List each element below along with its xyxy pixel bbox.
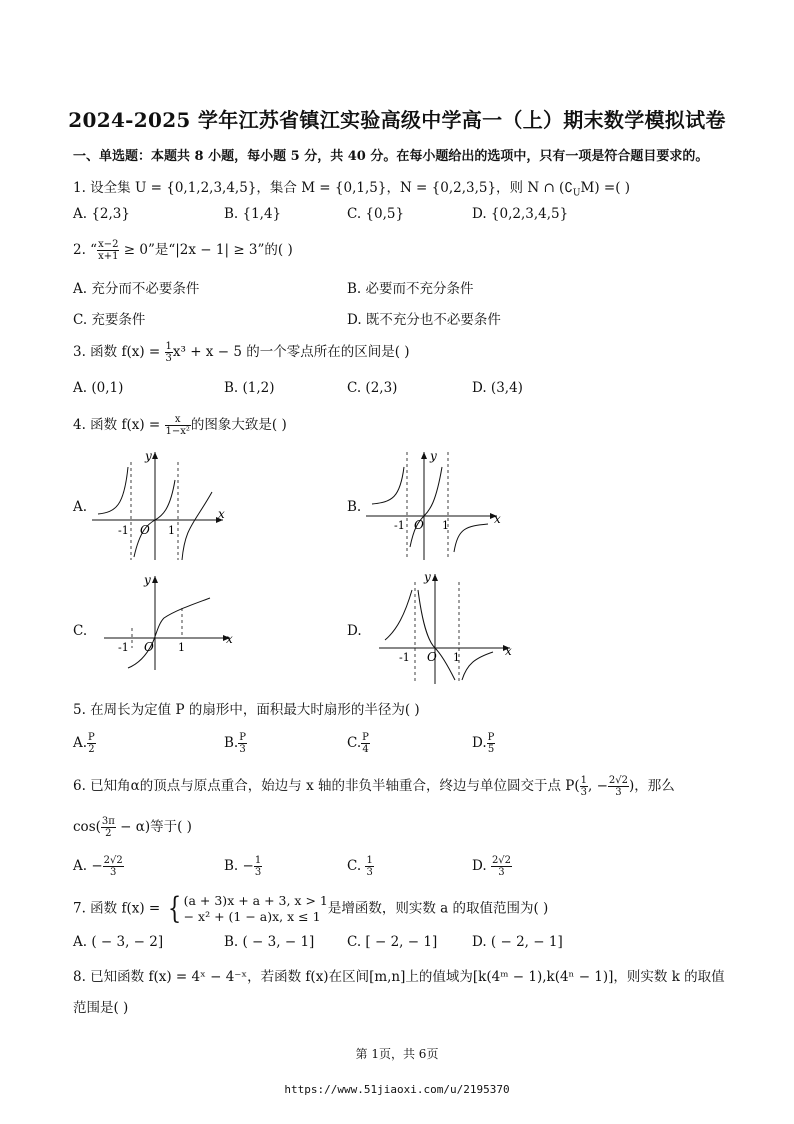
frac-num: P [487,732,495,743]
question-2 [73,238,293,262]
tick-neg: -1 [394,519,405,532]
question-1 [73,176,630,199]
frac-den: 3 [254,867,262,878]
frac-den: 5 [487,744,495,755]
q6-option-c [347,855,374,878]
y-label: y [144,573,151,587]
q7-option-b: B. ( − 3, − 1] [224,934,315,950]
q4-graph-b [362,442,512,567]
frac-den: 3 [239,744,246,755]
q4-option-a-label: A. [73,499,88,515]
frac-den: 3 [615,787,622,798]
q6-option-b-label: B. − [224,858,254,874]
y-axis-arrow [432,574,438,581]
section-header: 一、单选题：本题共 8 小题，每小题 5 分，共 40 分。在每小题给出的选项中，只有一项是符合题目要求的。 [73,149,709,164]
q4-fraction [165,414,191,437]
q4-graph-c [100,568,240,673]
q2-option-b: B. 必要而不充分条件 [347,281,474,297]
question-8-line-2: 范围是( ) [73,1000,129,1016]
q5-option-b [224,732,247,755]
tick-pos: 1 [453,651,460,664]
q4-option-c-label: C. [73,623,88,639]
q6-option-a [73,855,124,878]
q4-option-b-label: B. [347,499,362,515]
frac-num: P [362,732,369,743]
q6-option-a-frac [103,855,124,878]
y-axis-arrow [152,452,158,459]
q6-angle-frac [101,816,116,839]
x-label: x [226,632,233,646]
curve-right [182,492,212,560]
curve-right [462,652,493,680]
q6-option-c-label: C. [347,858,366,874]
watermark-url[interactable]: https://www.51jiaoxi.com/u/2195370 [284,1083,510,1096]
origin-label: O [140,523,150,537]
question-5: 5. 在周长为定值 P 的扇形中，面积最大时扇形的半径为( ) [73,702,420,718]
question-8-line-1: 8. 已知函数 f(x) = 4ˣ − 4⁻ˣ，若函数 f(x)在区间[m,n]上的值域为[k(4ᵐ − 1),k(4ⁿ − 1)]，则实数 k 的取值 [73,969,725,985]
frac-den: 3 [580,787,587,798]
q5-option-c-label: C. [347,735,362,751]
x-label: x [218,507,225,521]
q5-option-a-label: A. [73,735,88,751]
q3-option-a: A. (0,1) [73,380,124,396]
frac-den: 3 [366,867,373,878]
page-title: 2024-2025 学年江苏省镇江实验高级中学高一（上）期末数学模拟试卷 [68,108,726,132]
frac-den: 3 [110,867,117,878]
q4-graph-d [375,568,520,688]
q6-line2-prefix: cos( [73,819,101,835]
frac-num: 2√2 [103,855,123,866]
q2-option-d: D. 既不充分也不必要条件 [347,312,501,328]
q4-option-d-label: D. [347,623,362,639]
q3-suffix: x³ + x − 5 的一个零点所在的区间是( ) [172,344,410,360]
q2-fraction [97,239,119,262]
x-label: x [494,512,501,526]
question-4 [73,413,287,437]
q1-stem-end: M) =( ) [580,180,631,196]
tick-neg: -1 [399,651,410,664]
q2-frac-den: x+1 [98,251,119,262]
q7-cases [184,893,328,925]
q6-option-d-label: D. [472,858,491,874]
q1-sub: U [572,188,581,199]
q4-prefix: 4. 函数 f(x) = [73,417,165,433]
q7-option-a: A. ( − 3, − 2] [73,934,164,950]
q5-option-c [347,732,370,755]
q6-line1-suffix: )，那么 [629,778,675,794]
question-6-line-1 [73,774,675,798]
q4-suffix: 的图象大致是( ) [190,417,287,433]
frac-den: 3 [498,867,505,878]
q6-option-d-frac [491,855,512,878]
q6-option-c-frac [365,855,373,878]
q6-line1-prefix: 6. 已知角α的顶点与原点重合，始边与 x 轴的非负半轴重合，终边与单位圆交于点 P( [73,778,580,794]
origin-label: O [144,640,154,654]
q1-option-a: A. {2,3} [73,206,130,222]
tick-neg: -1 [118,524,129,537]
tick-pos: 1 [178,641,185,654]
q3-option-b: B. (1,2) [224,380,275,396]
origin-label: O [414,518,424,532]
frac-den: 2 [105,828,112,839]
curve-left [98,467,128,514]
q5-option-b-frac [238,732,247,755]
frac-num: 1 [366,855,373,866]
q7-prefix: 7. 函数 f(x) = [73,900,165,917]
frac-num: P [239,732,246,743]
x-label: x [505,644,512,658]
q6-option-b [224,855,262,878]
q2-option-a: A. 充分而不必要条件 [73,281,200,297]
q5-option-d [472,732,495,755]
q7-option-c: C. [ − 2, − 1] [347,934,438,950]
q7-suffix: 是增函数，则实数 a 的取值范围为( ) [327,900,549,917]
tick-pos: 1 [168,524,175,537]
q6-option-b-frac [254,855,262,878]
y-axis-arrow [152,576,158,583]
q6-option-d [472,855,512,878]
y-label: y [430,449,437,463]
q7-brace: { [167,891,181,926]
q5-option-a-frac [87,732,96,755]
tick-neg: -1 [118,641,129,654]
q6-option-a-label: A. − [73,858,103,874]
q3-prefix: 3. 函数 f(x) = [73,344,165,360]
page-footer: 第 1页，共 6页 [355,1047,439,1061]
q6-py-frac [608,775,629,798]
q2-prefix: 2. “ [73,242,98,258]
q3-fraction [165,341,173,364]
curve-left [372,467,404,504]
q2-frac-num: x−2 [98,239,119,250]
frac-num: P [88,732,95,743]
q7-option-d: D. ( − 2, − 1] [472,934,563,950]
q3-frac-den: 3 [165,353,172,364]
q3-option-c: C. (2,3) [347,380,398,396]
q7-case-2: − x² + (1 − a)x, x ≤ 1 [183,909,321,924]
q5-option-a [73,732,96,755]
frac-num: 2√2 [491,855,512,866]
q4-graph-a [88,442,238,567]
q3-frac-num: 1 [165,341,172,352]
q6-line2-suffix: − α)等于( ) [115,819,192,835]
q1-option-b: B. {1,4} [224,206,282,222]
frac-num: 1 [254,855,262,866]
curve-left [385,590,412,640]
q5-option-d-label: D. [472,735,487,751]
frac-den: 2 [88,744,95,755]
q3-option-d: D. (3,4) [472,380,523,396]
q2-option-c: C. 充要条件 [73,312,146,328]
curve-right [454,524,488,552]
q6-px-frac [580,775,588,798]
tick-pos: 1 [442,519,449,532]
question-3 [73,340,410,364]
q1-option-d: D. {0,2,3,4,5} [472,206,569,222]
q1-stem: 1. 设全集 U = {0,1,2,3,4,5}，集合 M = {0,1,5}，N = {0,2,3,5}，则 N ∩ (∁ [73,180,573,196]
q2-suffix: ≥ 0”是“|2x − 1| ≥ 3”的( ) [119,242,293,258]
curve-middle [410,467,442,547]
frac-num: 2√2 [608,775,629,786]
q6-p-sep: , − [588,778,608,794]
question-6-line-2 [73,815,192,839]
q7-case-1: (a + 3)x + a + 3, x > 1 [183,893,328,908]
q1-option-c: C. {0,5} [347,206,405,222]
q5-option-c-frac [361,732,370,755]
y-label: y [424,570,431,584]
q5-option-b-label: B. [224,735,239,751]
curve-middle [418,590,455,680]
curve [128,598,210,668]
frac-num: 3π [101,816,115,827]
question-7 [73,893,548,925]
frac-num: 1 [580,775,587,786]
origin-label: O [427,650,437,664]
q4-frac-den: 1−x² [165,426,190,437]
y-label: y [145,449,152,463]
q5-option-d-frac [487,732,496,755]
y-axis-arrow [421,452,427,459]
frac-den: 4 [362,744,369,755]
q4-frac-num: x [165,414,191,426]
